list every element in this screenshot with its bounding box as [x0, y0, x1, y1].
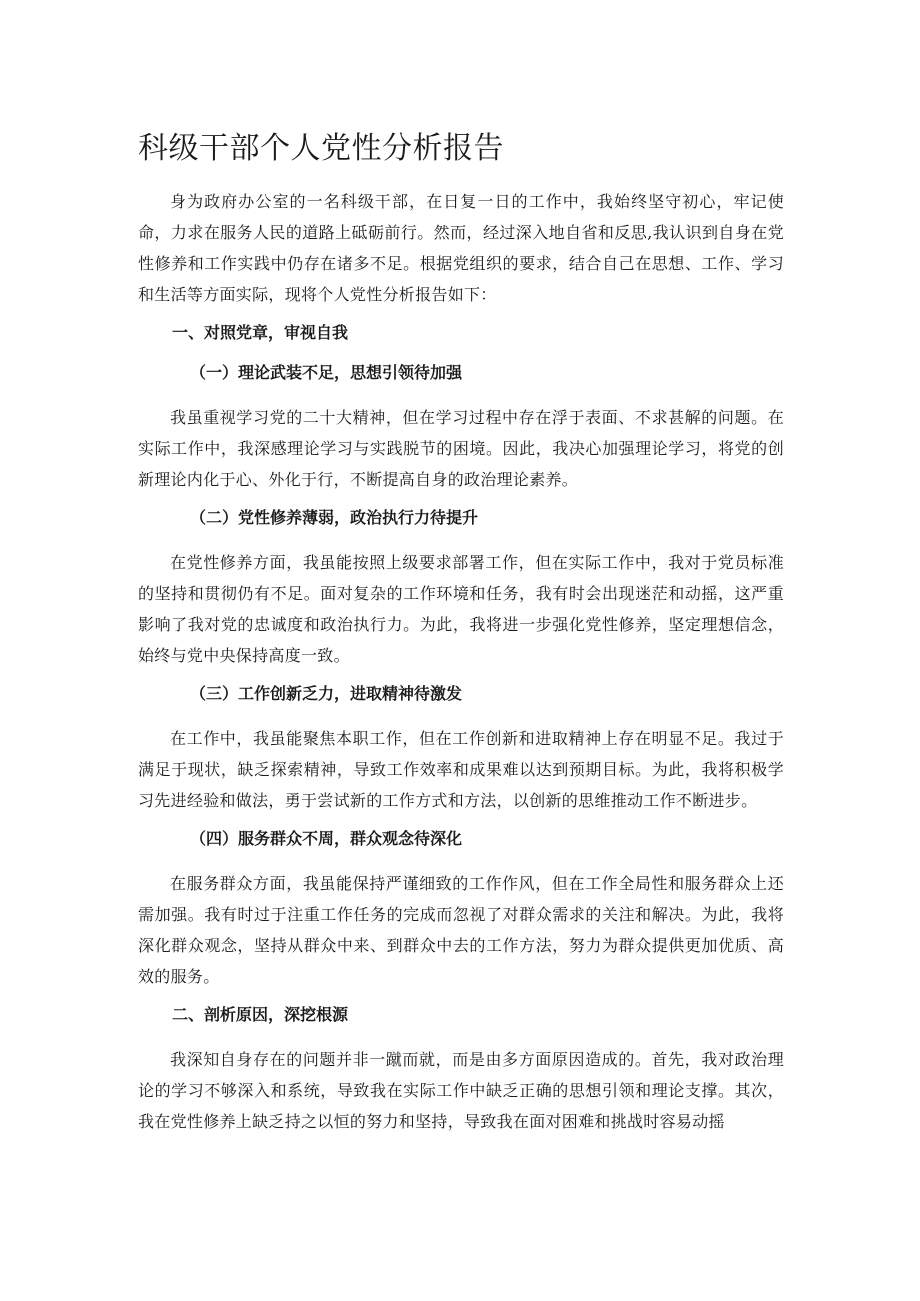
intro-paragraph: 身为政府办公室的一名科级干部，在日复一日的工作中，我始终坚守初心，牢记使命，力求在服务人民的道路上砥砺前行。然而，经过深入地自省和反思,我认识到自身在党性修养和工作实践中仍存在诸多不足。根据党组织的要求，结合自己在思想、工作、学习和生活等方面实际，现将个人党性分析报告如下：	[138, 192, 784, 304]
section-1-heading: 一、对照党章，审视自我	[172, 323, 349, 342]
document-page	[138, 128, 784, 1149]
subsection-2-paragraph: 在党性修养方面，我虽能按照上级要求部署工作，但在实际工作中，我对于党员标准的坚持和贯彻仍有不足。面对复杂的工作环境和任务，我有时会出现迷茫和动摇，这严重影响了我对党的忠诚度和政治执行力。为此，我将进一步强化党性修养，坚定理想信念，始终与党中央保持高度一致。	[138, 553, 784, 665]
subsection-3-paragraph: 在工作中，我虽能聚焦本职工作，但在工作创新和进取精神上存在明显不足。我过于满足于现状，缺乏探索精神，导致工作效率和成果难以达到预期目标。为此，我将积极学习先进经验和做法，勇于尝试新的工作方式和方法，以创新的思维推动工作不断进步。	[138, 729, 784, 810]
section-2-heading: 二、剖析原因，深挖根源	[172, 1005, 349, 1024]
subsection-1-heading: （一）理论武装不足，思想引领待加强	[190, 363, 463, 382]
subsection-1-paragraph: 我虽重视学习党的二十大精神，但在学习过程中存在浮于表面、不求甚解的问题。在实际工作中，我深感理论学习与实践脱节的困境。因此，我决心加强理论学习，将党的创新理论内化于心、外化于行，不断提高自身的政治理论素养。	[138, 408, 784, 489]
subsection-4-heading: （四）服务群众不周，群众观念待深化	[190, 829, 463, 848]
section-2-paragraph: 我深知自身存在的问题并非一蹴而就，而是由多方面原因造成的。首先，我对政治理论的学习不够深入和系统，导致我在实际工作中缺乏正确的思想引领和理论支撑。其次，我在党性修养上缺乏持之以恒的努力和坚持，导致我在面对困难和挑战时容易动摇	[138, 1050, 784, 1131]
document-title: 科级干部个人党性分析报告	[138, 131, 504, 166]
subsection-2-heading: （二）党性修养薄弱，政治执行力待提升	[190, 508, 479, 527]
subsection-3-heading: （三）工作创新乏力，进取精神待激发	[190, 684, 463, 703]
subsection-4-paragraph: 在服务群众方面，我虽能保持严谨细致的工作作风，但在工作全局性和服务群众上还需加强。我有时过于注重工作任务的完成而忽视了对群众需求的关注和解决。为此，我将深化群众观念，坚持从群众中来、到群众中去的工作方法，努力为群众提供更加优质、高效的服务。	[138, 874, 784, 986]
